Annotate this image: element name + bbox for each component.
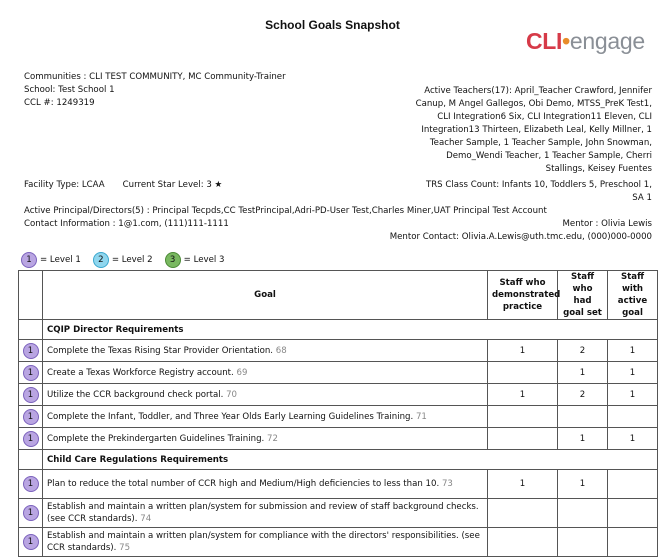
active-goal-count: 1 (608, 428, 658, 450)
section-title: Child Care Regulations Requirements (43, 450, 658, 470)
level-1-badge: 1 (21, 252, 37, 268)
active-goal-count (608, 528, 658, 557)
goals-table (18, 270, 658, 557)
demonstrated-count (488, 528, 558, 557)
communities: Communities : CLI TEST COMMUNITY, MC Community-Trainer (24, 72, 286, 82)
cli-engage-logo (526, 28, 645, 55)
had-goal-count: 1 (558, 470, 608, 499)
legend-level-2 (93, 252, 153, 268)
header-active-goal: Staff with active goal (608, 271, 658, 320)
had-goal-count (558, 499, 608, 528)
level-badge: 1 (23, 431, 39, 447)
table-row (19, 428, 658, 450)
goal-number: 71 (415, 411, 427, 422)
active-goal-count (608, 470, 658, 499)
had-goal-count: 2 (558, 384, 608, 406)
demonstrated-count: 1 (488, 384, 558, 406)
header-goal: Goal (43, 271, 488, 320)
active-goal-count: 1 (608, 362, 658, 384)
active-goal-count: 1 (608, 384, 658, 406)
table-row (19, 340, 658, 362)
goal-cell: Complete the Prekindergarten Guidelines Training. 72 (43, 428, 488, 450)
level-badge: 1 (23, 365, 39, 381)
goal-number: 72 (267, 433, 278, 444)
section-row (19, 320, 658, 340)
level-badge: 1 (23, 387, 39, 403)
contact-information: Contact Information : 1@1.com, (111)111-1111 (24, 219, 229, 229)
table-row (19, 528, 658, 557)
table-row (19, 499, 658, 528)
goal-number: 73 (441, 479, 453, 489)
level-badge: 1 (23, 476, 39, 492)
had-goal-count (558, 406, 608, 428)
had-goal-count: 1 (558, 428, 608, 450)
active-goal-count (608, 406, 658, 428)
legend-label: = Level 1 (40, 255, 81, 265)
level-badge: 1 (23, 505, 39, 521)
logo-engage: engage (569, 28, 645, 54)
active-goal-count: 1 (608, 340, 658, 362)
legend-level-1 (21, 252, 81, 268)
goal-cell: Complete the Infant, Toddler, and Three Year Olds Early Learning Guidelines Training. 71 (43, 406, 488, 428)
facility-type: Facility Type: LCAA (24, 180, 105, 190)
section-title: CQIP Director Requirements (43, 320, 658, 340)
mentor-contact: Mentor Contact: Olivia.A.Lewis@uth.tmc.edu, (000)000-0000 (389, 232, 652, 242)
demonstrated-count: 1 (488, 340, 558, 362)
demonstrated-count (488, 406, 558, 428)
facility-row (24, 179, 222, 192)
goal-cell: Establish and maintain a written plan/system for submission and review of staff background checks. (see CCR standards). 74 (43, 499, 488, 528)
had-goal-count (558, 528, 608, 557)
legend-label: = Level 2 (111, 255, 153, 265)
ccl-number: CCL #: 1249319 (24, 98, 95, 108)
goal-cell: Create a Texas Workforce Registry account. 69 (43, 362, 488, 384)
demonstrated-count (488, 362, 558, 384)
header-level (19, 271, 43, 320)
page-title: School Goals Snapshot (265, 18, 400, 32)
had-goal-count: 1 (558, 362, 608, 384)
level-badge: 1 (23, 343, 39, 359)
active-principals: Active Principal/Directors(5) : Principal Tecpds,CC TestPrincipal,Adri-PD-User Test,Charles Miner,UAT Principal Test Account (24, 206, 547, 216)
school-info (24, 71, 286, 110)
table-header-row (19, 271, 658, 320)
level-3-badge: 3 (165, 252, 181, 268)
table-row (19, 384, 658, 406)
goal-number: 69 (236, 367, 248, 378)
legend-level-3 (165, 252, 225, 268)
demonstrated-count (488, 499, 558, 528)
goal-number: 68 (275, 345, 287, 356)
goal-number: 70 (226, 389, 238, 400)
demonstrated-count (488, 428, 558, 450)
goal-number: 75 (119, 543, 131, 553)
demonstrated-count: 1 (488, 470, 558, 499)
star-level: Current Star Level: 3 ★ (122, 180, 223, 190)
trs-class-count: TRS Class Count: Infants 10, Toddlers 5, Preschool 1, SA 1 (425, 180, 652, 203)
section-row (19, 450, 658, 470)
legend-label: = Level 3 (183, 255, 225, 265)
goal-number: 74 (140, 514, 152, 524)
level-badge: 1 (23, 534, 39, 550)
table-row (19, 470, 658, 499)
active-goal-count (608, 499, 658, 528)
goal-cell: Establish and maintain a written plan/system for compliance with the directors' responsibilities. (see CCR standards). 75 (43, 528, 488, 557)
logo-dot: • (562, 28, 570, 54)
had-goal-count: 2 (558, 340, 608, 362)
goal-cell: Complete the Texas Rising Star Provider Orientation. 68 (43, 340, 488, 362)
level-legend (21, 252, 236, 268)
goal-cell: Utilize the CCR background check portal. 70 (43, 384, 488, 406)
active-teachers: Active Teachers(17): April_Teacher Crawford, Jennifer Canup, M Angel Gallegos, Obi Demo, MTSS_PreK Test1, CLI Integration6 Six, CLI Integration11 Eleven, CLI Integration13 Thirteen, Elizabeth Leal, Kelly Millner, 1 Teacher Sample, 1 Teacher Sample, John Snowman, Demo_Wendi Teacher, 1 Teacher Sample, Cherri Stallings, Keisey Fuentes (415, 86, 652, 174)
goal-cell: Plan to reduce the total number of CCR high and Medium/High deficiencies to less than 10. 73 (43, 470, 488, 499)
level-2-badge: 2 (93, 252, 109, 268)
school: School: Test School 1 (24, 85, 115, 95)
level-badge: 1 (23, 409, 39, 425)
mentor: Mentor : Olivia Lewis (562, 219, 652, 229)
header-had-goal: Staff who had goal set (558, 271, 608, 320)
table-row (19, 406, 658, 428)
logo-cli: CLI (526, 28, 563, 54)
header-demonstrated: Staff who demonstrated practice (488, 271, 558, 320)
table-row (19, 362, 658, 384)
